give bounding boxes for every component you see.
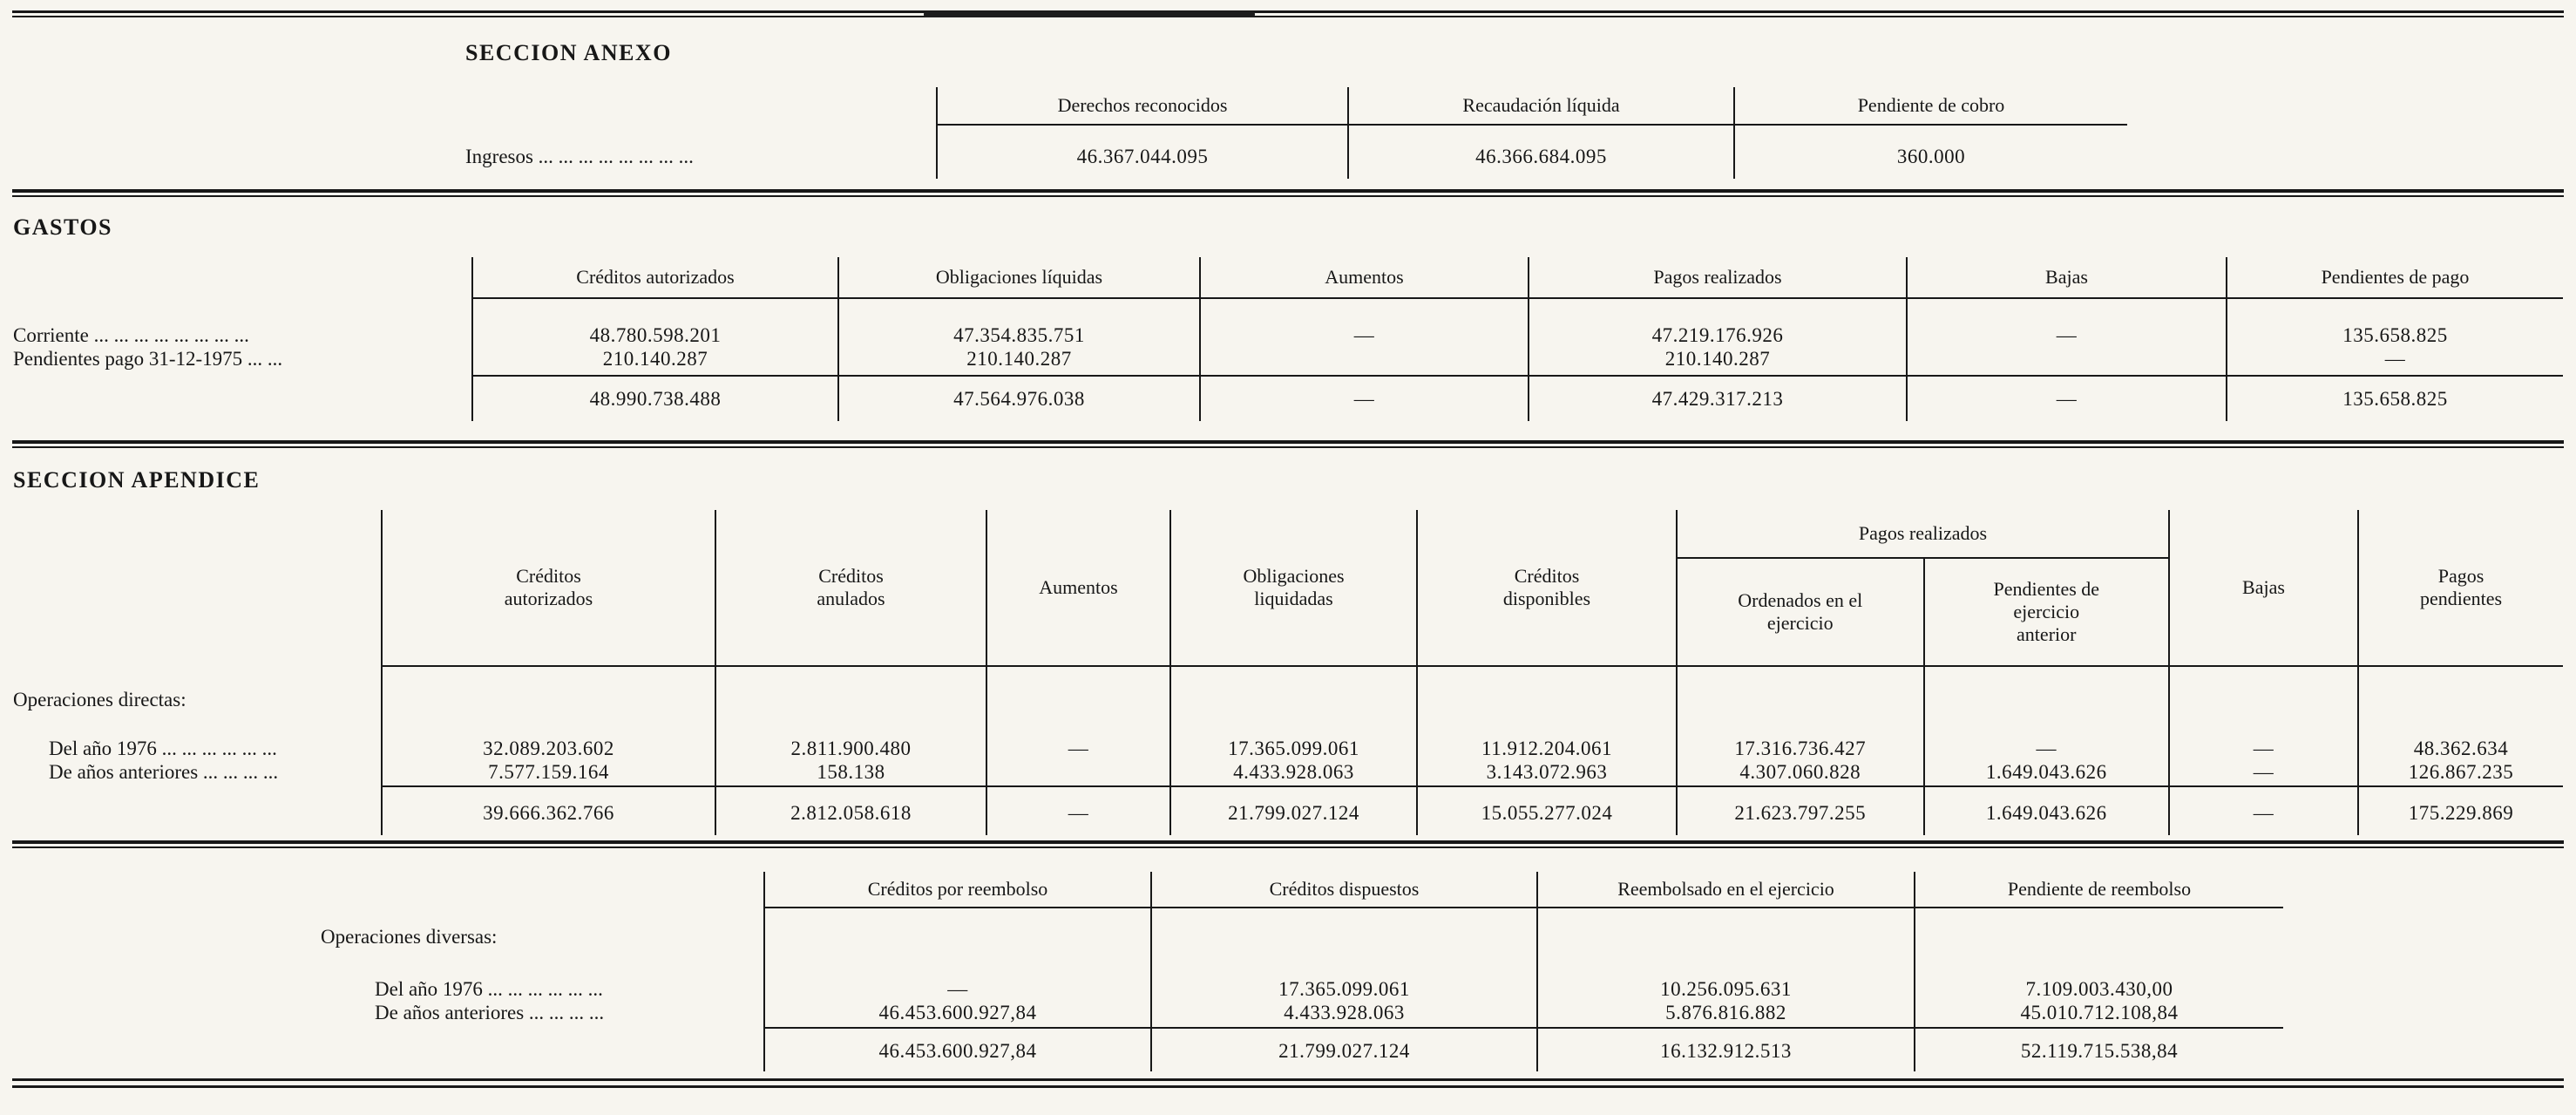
- total-cell: 2.812.058.618: [716, 785, 986, 835]
- diversas-col-pendiente-reembolso: [1914, 872, 2283, 1071]
- group-column-header: Pagos realizados: [1678, 510, 2168, 559]
- cell: 10.256.095.631: [1660, 978, 1792, 1000]
- total-cell: 1.649.043.626: [1925, 785, 2169, 835]
- group-row-label: Operaciones diversas:: [321, 926, 498, 948]
- column-header: [1925, 559, 2169, 667]
- cell: 17.365.099.061: [1228, 738, 1359, 759]
- column-header: [2359, 510, 2563, 667]
- total-cell: 47.429.317.213: [1529, 375, 1906, 421]
- column-header: [1678, 559, 1923, 667]
- diversas-table: [321, 872, 2283, 1071]
- total-cell: 52.119.715.538,84: [1915, 1027, 2283, 1071]
- cell: 4.433.928.063: [1233, 761, 1354, 783]
- cell: 158.138: [817, 761, 885, 783]
- cell: 46.367.044.095: [1076, 146, 1209, 167]
- cell: [987, 760, 1169, 784]
- total-cell: 21.799.027.124: [1152, 1027, 1536, 1071]
- column-header-text: Créditos disponibles: [1502, 565, 1591, 609]
- column-header: Créditos por reembolso: [765, 872, 1150, 908]
- cell: —: [2253, 738, 2274, 759]
- gastos-col-bajas: [1906, 257, 2226, 421]
- gastos-col-pendientes-pago: [2226, 257, 2563, 421]
- cell: —: [1353, 324, 1375, 346]
- cell: 360.000: [1896, 146, 1966, 167]
- cell: 48.780.598.201: [589, 324, 722, 346]
- column-header: Pendientes de pago: [2227, 257, 2563, 299]
- apendice-col-creditos-anulados: [715, 510, 986, 835]
- cell: —: [947, 978, 968, 1000]
- cell: —: [1068, 738, 1089, 759]
- cell: 17.316.736.427: [1734, 738, 1867, 759]
- cell: 4.307.060.828: [1739, 761, 1861, 783]
- gastos-table: [13, 257, 2563, 421]
- total-cell: 16.132.912.513: [1538, 1027, 1914, 1071]
- gastos-section-title: GASTOS: [13, 214, 113, 240]
- apendice-col-pagos-pendientes: [2357, 510, 2563, 835]
- section-divider-rule: [12, 189, 2564, 197]
- column-header-text: Pagos pendientes: [2419, 565, 2503, 609]
- column-header: Derechos reconocidos: [938, 87, 1347, 126]
- cell: 47.219.176.926: [1651, 324, 1784, 346]
- column-header-text: Créditos anulados: [817, 565, 885, 609]
- apendice-col-bajas: [2168, 510, 2357, 835]
- column-header: Recaudación líquida: [1349, 87, 1733, 126]
- row-label: Corriente ... ... ... ... ... ... ... ...: [13, 324, 249, 346]
- apendice-col-pendientes-ejercicio-anterior: [1923, 559, 2169, 835]
- apendice-col-creditos-disponibles: [1416, 510, 1676, 835]
- column-header-text: Obligaciones liquidadas: [1243, 565, 1345, 609]
- row-label: Del año 1976 ... ... ... ... ... ...: [49, 738, 277, 759]
- anexo-col-recaudacion-liquida: [1347, 87, 1733, 179]
- gastos-col-pagos-realizados: [1528, 257, 1906, 421]
- column-header: [383, 510, 715, 667]
- column-header: Pendiente de reembolso: [1915, 872, 2283, 908]
- total-cell: 15.055.277.024: [1418, 785, 1676, 835]
- cell: —: [2036, 738, 2057, 759]
- cell: 7.577.159.164: [488, 761, 609, 783]
- apendice-row-labels: [13, 510, 381, 835]
- apendice-table: [13, 510, 2563, 835]
- total-cell: —: [2170, 785, 2357, 835]
- row-label: De años anteriores ... ... ... ...: [49, 761, 279, 783]
- total-cell: 135.658.825: [2227, 375, 2563, 421]
- bottom-double-rule: [12, 1078, 2564, 1088]
- diversas-col-reembolsado-ejercicio: [1536, 872, 1914, 1071]
- section-divider-rule: [12, 840, 2564, 848]
- cell: 4.433.928.063: [1284, 1002, 1405, 1023]
- cell: [1201, 347, 1528, 371]
- anexo-col-pendiente-cobro: [1733, 87, 2127, 179]
- cell: 1.649.043.626: [1985, 761, 2107, 783]
- column-header: [1171, 510, 1416, 667]
- row-label: De años anteriores ... ... ... ...: [375, 1002, 605, 1023]
- cell: 135.658.825: [2342, 324, 2448, 346]
- apendice-colgroup-pagos-realizados: [1676, 510, 2168, 835]
- cell: 2.811.900.480: [790, 738, 912, 759]
- apendice-col-obligaciones-liquidadas: [1169, 510, 1416, 835]
- column-header-text: Créditos autorizados: [504, 565, 593, 609]
- cell: 45.010.712.108,84: [2020, 1002, 2179, 1023]
- cell: 210.140.287: [1664, 348, 1771, 370]
- cell: —: [2384, 348, 2406, 370]
- cell: —: [2056, 324, 2078, 346]
- cell: —: [2253, 761, 2274, 783]
- cell: 11.912.204.061: [1481, 738, 1612, 759]
- section-divider-rule: [12, 440, 2564, 448]
- total-cell: 21.799.027.124: [1171, 785, 1416, 835]
- cell: 126.867.235: [2408, 761, 2514, 783]
- column-header: Créditos autorizados: [473, 257, 837, 299]
- diversas-row-labels: [321, 872, 763, 1071]
- total-cell: 47.564.976.038: [839, 375, 1199, 421]
- gastos-col-creditos-autorizados: [471, 257, 837, 421]
- gastos-row-labels: [13, 257, 471, 421]
- total-cell: 39.666.362.766: [383, 785, 715, 835]
- total-cell: 46.453.600.927,84: [765, 1027, 1150, 1071]
- column-header: Aumentos: [987, 510, 1169, 667]
- cell: 46.453.600.927,84: [878, 1002, 1037, 1023]
- total-cell: —: [1908, 375, 2226, 421]
- column-header: [716, 510, 986, 667]
- row-label: Pendientes pago 31-12-1975 ... ...: [13, 348, 283, 370]
- anexo-table: [465, 87, 2127, 179]
- column-header: Reembolsado en el ejercicio: [1538, 872, 1914, 908]
- column-header: Pagos realizados: [1529, 257, 1906, 299]
- cell: 32.089.203.602: [483, 738, 614, 759]
- cell: 46.366.684.095: [1475, 146, 1607, 167]
- gastos-col-obligaciones-liquidas: [837, 257, 1199, 421]
- apendice-col-creditos-autorizados: [381, 510, 715, 835]
- column-header: Bajas: [1908, 257, 2226, 299]
- apendice-section-title: SECCION APENDICE: [13, 467, 261, 493]
- cell: 48.362.634: [2413, 738, 2509, 759]
- column-header-text: Pendientes de ejercicio anterior: [1993, 578, 2100, 645]
- cell: 7.109.003.430,00: [2025, 978, 2173, 1000]
- top-double-rule: [12, 10, 2564, 17]
- apendice-col-ordenados-ejercicio: [1678, 559, 1923, 835]
- diversas-col-creditos-dispuestos: [1150, 872, 1536, 1071]
- total-cell: —: [987, 785, 1169, 835]
- row-label: Del año 1976 ... ... ... ... ... ...: [375, 978, 603, 1000]
- gastos-col-aumentos: [1199, 257, 1528, 421]
- apendice-col-aumentos: [986, 510, 1169, 835]
- scan-smudge: [924, 11, 1255, 17]
- diversas-col-creditos-por-reembolso: [763, 872, 1150, 1071]
- column-header: Pendiente de cobro: [1735, 87, 2127, 126]
- column-header: [1418, 510, 1676, 667]
- cell: [1908, 347, 2226, 371]
- total-cell: —: [1201, 375, 1528, 421]
- cell: 47.354.835.751: [953, 324, 1085, 346]
- cell: 210.140.287: [602, 348, 708, 370]
- group-row-label: Operaciones directas:: [13, 689, 186, 710]
- total-cell: 175.229.869: [2359, 785, 2563, 835]
- column-header: Aumentos: [1201, 257, 1528, 299]
- anexo-col-derechos-reconocidos: [936, 87, 1347, 179]
- cell: 5.876.816.882: [1665, 1002, 1786, 1023]
- anexo-section-title: SECCION ANEXO: [465, 40, 672, 65]
- cell: 17.365.099.061: [1278, 978, 1410, 1000]
- column-header: Obligaciones líquidas: [839, 257, 1199, 299]
- column-header: Bajas: [2170, 510, 2357, 667]
- column-header-text: Ordenados en el ejercicio: [1738, 589, 1863, 634]
- cell: 210.140.287: [966, 348, 1072, 370]
- anexo-row-label: Ingresos ... ... ... ... ... ... ... ...: [465, 146, 694, 167]
- total-cell: 21.623.797.255: [1678, 785, 1923, 835]
- column-header: Créditos dispuestos: [1152, 872, 1536, 908]
- cell: 3.143.072.963: [1486, 761, 1608, 783]
- total-cell: 48.990.738.488: [473, 375, 837, 421]
